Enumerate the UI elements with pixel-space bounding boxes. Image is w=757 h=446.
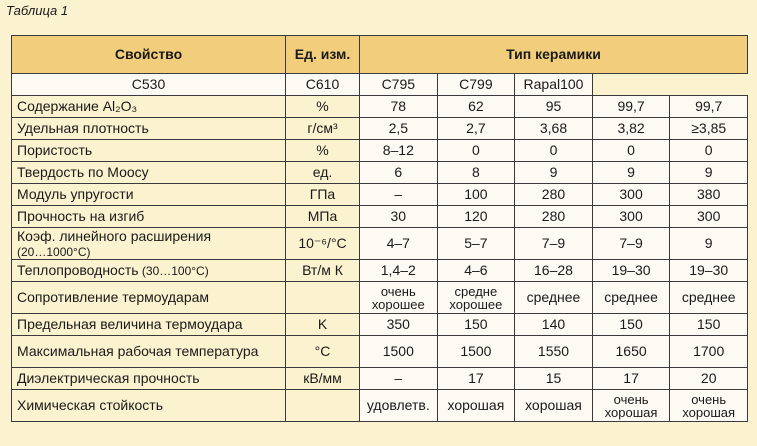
table-row [12, 184, 748, 206]
table-row [12, 206, 748, 228]
value-cell: 4–6 [437, 260, 515, 282]
unit-cell: Вт/м К [286, 260, 360, 282]
unit-cell: МПа [286, 206, 360, 228]
ceramic-type-header: Rapal100 [515, 74, 593, 96]
table-row [12, 162, 748, 184]
property-label: Сопротивление термоударам [17, 289, 210, 305]
value-cell: очень хорошее [360, 282, 438, 314]
value-cell: 150 [670, 314, 748, 336]
property-note: (20…1000°C) [17, 244, 91, 259]
value-cell: 300 [670, 206, 748, 228]
value-cell: 5–7 [437, 228, 515, 260]
value-cell: 19–30 [670, 260, 748, 282]
value-cell: 1700 [670, 336, 748, 368]
ceramics-properties-table [11, 35, 748, 422]
value-cell: 8–12 [360, 140, 438, 162]
value-cell: 0 [592, 140, 670, 162]
value-cell: удовлетв. [360, 390, 438, 422]
value-cell: 120 [437, 206, 515, 228]
property-label: Твердость по Моосу [17, 164, 149, 180]
property-label: Предельная величина термоудара [17, 316, 243, 332]
value-cell: ≥3,85 [670, 118, 748, 140]
value-cell: 0 [670, 140, 748, 162]
property-label: Пористость [17, 142, 93, 158]
value-cell: – [360, 184, 438, 206]
value-cell: 8 [437, 162, 515, 184]
value-cell: 9 [670, 162, 748, 184]
value-cell: 19–30 [592, 260, 670, 282]
value-cell: среднее [515, 282, 593, 314]
value-cell: 0 [515, 140, 593, 162]
value-cell: 300 [592, 206, 670, 228]
header-property: Свойство [12, 36, 286, 74]
value-cell: 3,68 [515, 118, 593, 140]
value-cell: 30 [360, 206, 438, 228]
ceramic-type-header: C795 [360, 74, 438, 96]
property-cell [12, 282, 286, 314]
value-cell: средне хорошее [437, 282, 515, 314]
unit-cell: °C [286, 336, 360, 368]
value-cell: 380 [670, 184, 748, 206]
value-cell: 9 [515, 162, 593, 184]
unit-cell: % [286, 96, 360, 118]
value-cell: 20 [670, 368, 748, 390]
property-cell [12, 228, 286, 260]
property-label: Содержание Al₂O₃ [17, 98, 138, 114]
property-cell [12, 368, 286, 390]
value-cell: 1,4–2 [360, 260, 438, 282]
property-cell [12, 118, 286, 140]
property-note: (30…100°C) [138, 264, 209, 278]
ceramic-type-header: C530 [12, 74, 286, 96]
value-cell: 4–7 [360, 228, 438, 260]
property-cell [12, 184, 286, 206]
value-cell: 17 [437, 368, 515, 390]
ceramic-type-header: C799 [437, 74, 515, 96]
unit-cell [286, 390, 360, 422]
value-cell: хорошая [515, 390, 593, 422]
header-ceramic-type: Тип керамики [360, 36, 748, 74]
table-row [12, 228, 748, 260]
value-cell: 99,7 [592, 96, 670, 118]
value-cell: 280 [515, 184, 593, 206]
unit-cell: ед. [286, 162, 360, 184]
value-cell: очень хорошая [670, 390, 748, 422]
property-label: Коэф. линейного расширения [17, 227, 212, 244]
property-label: Модуль упругости [17, 186, 134, 202]
property-cell [12, 140, 286, 162]
value-cell: 6 [360, 162, 438, 184]
property-cell [12, 390, 286, 422]
value-cell: 2,5 [360, 118, 438, 140]
value-cell: 78 [360, 96, 438, 118]
property-cell [12, 336, 286, 368]
table-row [12, 118, 748, 140]
value-cell: 99,7 [670, 96, 748, 118]
property-cell [12, 206, 286, 228]
table-row [12, 390, 748, 422]
value-cell: 2,7 [437, 118, 515, 140]
value-cell: 1650 [592, 336, 670, 368]
table-row [12, 260, 748, 282]
value-cell: 150 [592, 314, 670, 336]
table-row [12, 314, 748, 336]
property-label: Химическая стойкость [17, 397, 164, 413]
value-cell: 280 [515, 206, 593, 228]
unit-cell: % [286, 140, 360, 162]
header-unit: Ед. изм. [286, 36, 360, 74]
value-cell: 7–9 [592, 228, 670, 260]
value-cell: 300 [592, 184, 670, 206]
property-cell [12, 96, 286, 118]
property-label: Удельная плотность [17, 120, 149, 136]
value-cell: 1500 [360, 336, 438, 368]
value-cell: 1500 [437, 336, 515, 368]
unit-cell [286, 282, 360, 314]
table-row [12, 368, 748, 390]
unit-cell: K [286, 314, 360, 336]
value-cell: 62 [437, 96, 515, 118]
value-cell: 140 [515, 314, 593, 336]
unit-cell: кВ/мм [286, 368, 360, 390]
value-cell: 0 [437, 140, 515, 162]
value-cell: 100 [437, 184, 515, 206]
property-label: Диэлектрическая прочность [17, 370, 200, 386]
unit-cell: г/см³ [286, 118, 360, 140]
property-label: Максимальная рабочая температура [17, 343, 259, 359]
value-cell: хорошая [437, 390, 515, 422]
property-cell [12, 260, 286, 282]
value-cell: среднее [670, 282, 748, 314]
property-label: Теплопроводность [17, 262, 139, 278]
unit-cell: ГПа [286, 184, 360, 206]
value-cell: 17 [592, 368, 670, 390]
value-cell: 150 [437, 314, 515, 336]
table-caption: Таблица 1 [6, 3, 69, 18]
value-cell: 7–9 [515, 228, 593, 260]
property-cell [12, 314, 286, 336]
ceramic-type-header: C610 [286, 74, 360, 96]
unit-cell: 10⁻⁶/°C [286, 228, 360, 260]
value-cell: 1550 [515, 336, 593, 368]
value-cell: очень хорошая [592, 390, 670, 422]
value-cell: 16–28 [515, 260, 593, 282]
value-cell: 3,82 [592, 118, 670, 140]
value-cell: 95 [515, 96, 593, 118]
table-row [12, 282, 748, 314]
value-cell: среднее [592, 282, 670, 314]
value-cell: 9 [592, 162, 670, 184]
table-row [12, 96, 748, 118]
value-cell: 350 [360, 314, 438, 336]
value-cell: 15 [515, 368, 593, 390]
value-cell: 9 [670, 228, 748, 260]
table-row [12, 336, 748, 368]
property-label: Прочность на изгиб [17, 208, 145, 224]
table-row [12, 140, 748, 162]
value-cell: – [360, 368, 438, 390]
property-cell [12, 162, 286, 184]
